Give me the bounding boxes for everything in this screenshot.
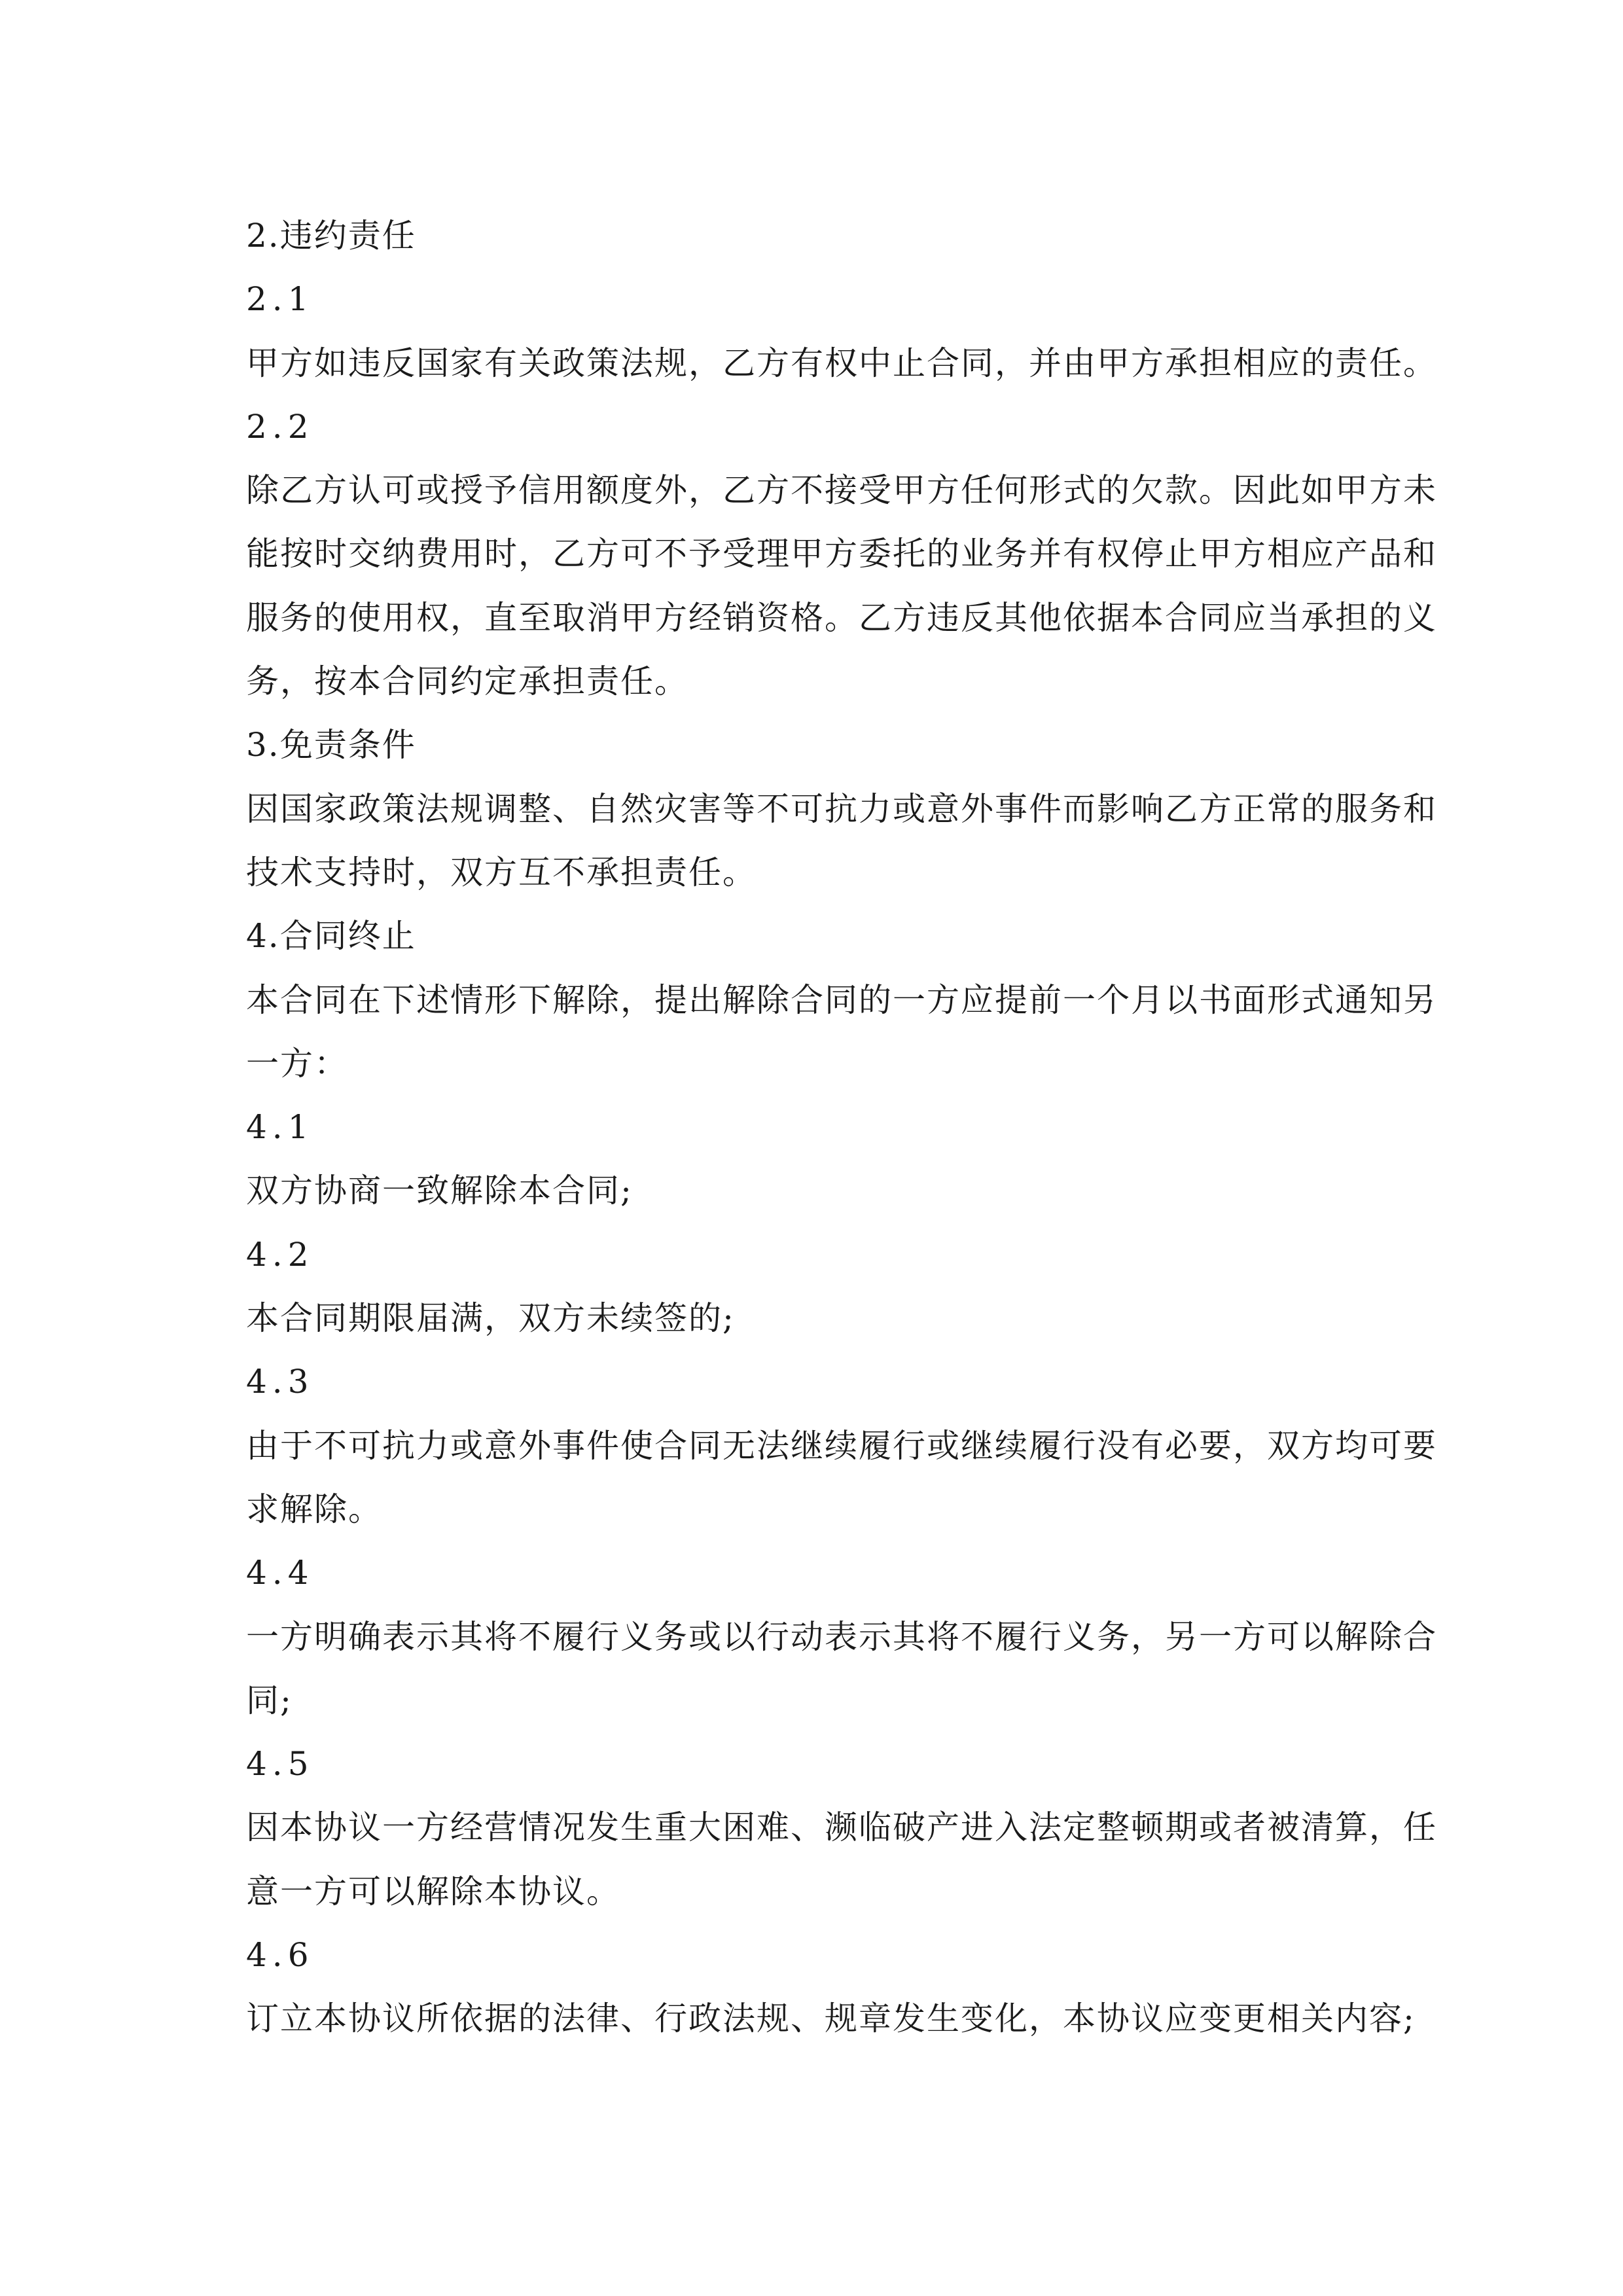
exemption-text-line-2: 技术支持时，双方互不承担责任。	[246, 853, 757, 891]
clause-number-4-3: 4.3	[246, 1363, 314, 1401]
clause-text-4-4-line-1: 一方明确表示其将不履行义务或以行动表示其将不履行义务，另一方可以解除合	[246, 1617, 1437, 1656]
clause-text-4-1: 双方协商一致解除本合同;	[246, 1172, 633, 1210]
termination-intro-line-2: 一方：	[246, 1044, 348, 1083]
clause-text-4-5-line-1: 因本协议一方经营情况发生重大困难、濒临破产进入法定整顿期或者被清算，任	[246, 1808, 1437, 1847]
termination-intro-line-1: 本合同在下述情形下解除，提出解除合同的一方应提前一个月以书面形式通知另	[246, 980, 1437, 1019]
clause-number-2-2: 2.2	[246, 407, 314, 446]
clause-text-2-2-line-2: 能按时交纳费用时，乙方可不予受理甲方委托的业务并有权停止甲方相应产品和	[246, 535, 1437, 573]
clause-number-4-5: 4.5	[246, 1745, 314, 1784]
document-body	[246, 204, 1437, 2051]
clause-text-4-3-line-1: 由于不可抗力或意外事件使合同无法继续履行或继续履行没有必要，双方均可要	[246, 1426, 1437, 1465]
clause-text-2-2-line-1: 除乙方认可或授予信用额度外，乙方不接受甲方任何形式的欠款。因此如甲方未	[246, 471, 1437, 510]
clause-text-4-4-line-2: 同;	[246, 1681, 293, 1719]
clause-number-4-2: 4.2	[246, 1235, 314, 1274]
exemption-text-line-1: 因国家政策法规调整、自然灾害等不可抗力或意外事件而影响乙方正常的服务和	[246, 789, 1437, 828]
clause-text-4-6: 订立本协议所依据的法律、行政法规、规章发生变化，本协议应变更相关内容;	[246, 2000, 1416, 2038]
section-heading-termination: 4.合同终止	[246, 917, 416, 956]
clause-number-4-6: 4.6	[246, 1936, 314, 1975]
clause-text-4-2: 本合同期限届满，双方未续签的;	[246, 1299, 735, 1338]
section-heading-breach-liability: 2.违约责任	[246, 217, 416, 255]
clause-number-4-4: 4.4	[246, 1554, 314, 1592]
clause-number-4-1: 4.1	[246, 1108, 314, 1147]
clause-text-4-3-line-2: 求解除。	[246, 1490, 382, 1528]
clause-number-2-1: 2.1	[246, 280, 314, 319]
clause-text-2-1: 甲方如违反国家有关政策法规，乙方有权中止合同，并由甲方承担相应的责任。	[246, 344, 1437, 382]
clause-text-2-2-line-4: 务，按本合同约定承担责任。	[246, 662, 688, 701]
clause-text-2-2-line-3: 服务的使用权，直至取消甲方经销资格。乙方违反其他依据本合同应当承担的义	[246, 598, 1437, 637]
clause-text-4-5-line-2: 意一方可以解除本协议。	[246, 1872, 620, 1910]
section-heading-exemption: 3.免责条件	[246, 726, 416, 764]
